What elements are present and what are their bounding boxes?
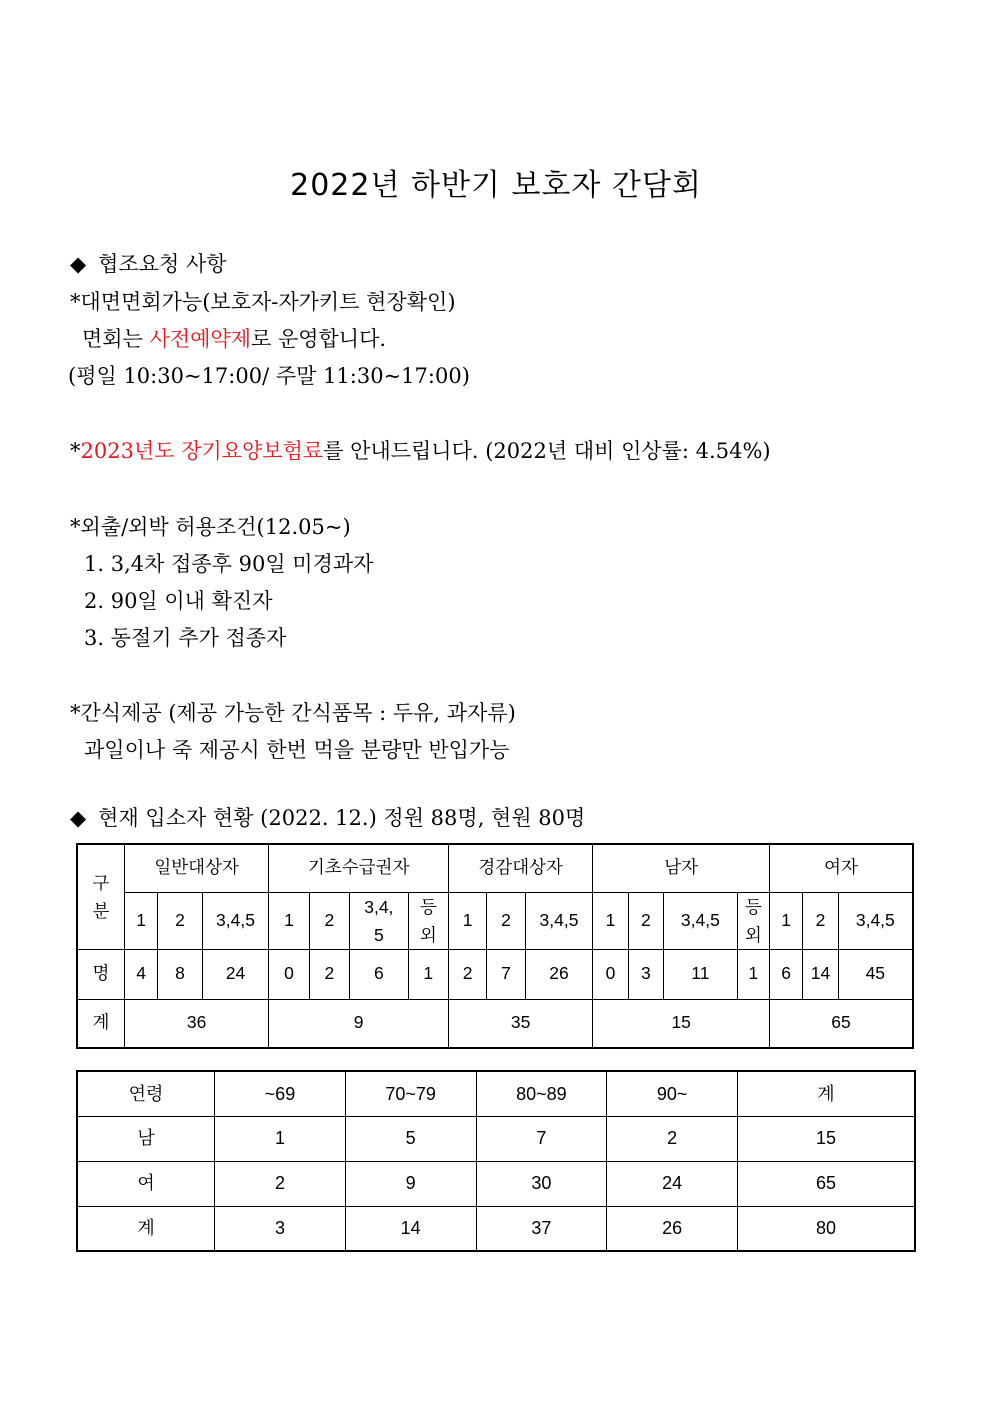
sub-header: 1: [770, 892, 803, 949]
outing-title: *외출/외박 허용조건(12.05~): [70, 515, 351, 539]
sub-header: 1: [269, 892, 309, 949]
sub-header: 3,4,5: [525, 892, 593, 949]
age-distribution-table: [76, 1070, 916, 1252]
premium-star: *: [70, 439, 81, 463]
row-label: 계: [77, 1206, 215, 1251]
page-title: 2022년 하반기 보호자 간담회: [290, 168, 702, 203]
sub-header: 등 외: [737, 892, 769, 949]
sub-header: 2: [628, 892, 663, 949]
snack-title: *간식제공 (제공 가능한 간식품목 : 두유, 과자류): [70, 701, 516, 725]
reservation-pre: 면회는: [82, 327, 150, 351]
corner-cell: 구 분: [77, 844, 124, 949]
count-cell: 1: [737, 949, 769, 999]
count-cell: 7: [487, 949, 525, 999]
group-header: 일반대상자: [124, 844, 268, 892]
reservation-line: [82, 323, 386, 353]
row-label: 여: [77, 1161, 215, 1206]
count-cell: 45: [838, 949, 913, 999]
group-header: 남자: [593, 844, 770, 892]
resident-category-table: [76, 843, 914, 1049]
data-cell: 15: [737, 1116, 915, 1161]
count-cell: 3: [628, 949, 663, 999]
header-cell: 90~: [607, 1071, 738, 1116]
header-cell: 연령: [77, 1071, 215, 1116]
total-cell: 65: [770, 999, 914, 1048]
data-cell: 9: [345, 1161, 476, 1206]
group-header: 기초수급권자: [269, 844, 449, 892]
count-cell: 4: [124, 949, 157, 999]
diamond-icon: ◆: [70, 252, 87, 276]
row-label: 남: [77, 1116, 215, 1161]
count-cell: 6: [770, 949, 803, 999]
data-cell: 1: [215, 1116, 346, 1161]
data-cell: 14: [345, 1206, 476, 1251]
table-row: [77, 892, 913, 949]
sub-header: 1: [124, 892, 157, 949]
section-heading-text: 협조요청 사항: [98, 252, 227, 276]
section-heading-cooperation: [70, 248, 227, 278]
total-cell: 36: [124, 999, 268, 1048]
total-cell: 15: [593, 999, 770, 1048]
outing-item: 1. 3,4차 접종후 90일 미경과자: [84, 552, 374, 576]
sub-header: 1: [448, 892, 486, 949]
outing-item: 3. 동절기 추가 접종자: [84, 626, 287, 650]
premium-line: [70, 435, 771, 465]
data-cell: 37: [476, 1206, 607, 1251]
sub-header: 2: [309, 892, 349, 949]
table-row: [77, 844, 913, 892]
premium-highlight: 2023년도 장기요양보험료: [80, 439, 324, 463]
count-cell: 14: [803, 949, 838, 999]
data-cell: 24: [607, 1161, 738, 1206]
count-cell: 1: [408, 949, 448, 999]
header-cell: 계: [737, 1071, 915, 1116]
count-cell: 2: [448, 949, 486, 999]
group-header: 여자: [770, 844, 914, 892]
sub-header: 등 외: [408, 892, 448, 949]
header-cell: ~69: [215, 1071, 346, 1116]
count-cell: 24: [202, 949, 269, 999]
diamond-icon: ◆: [70, 806, 87, 830]
data-cell: 7: [476, 1116, 607, 1161]
row-label: 계: [77, 999, 124, 1048]
table-row: [77, 1071, 915, 1116]
data-cell: 2: [215, 1161, 346, 1206]
count-cell: 11: [664, 949, 738, 999]
header-cell: 70~79: [345, 1071, 476, 1116]
section-heading-status: [70, 802, 585, 832]
table-row: [77, 949, 913, 999]
outing-item: 2. 90일 이내 확진자: [84, 589, 273, 613]
total-cell: 35: [448, 999, 592, 1048]
table-row: [77, 999, 913, 1048]
data-cell: 30: [476, 1161, 607, 1206]
table-row: [77, 1116, 915, 1161]
reservation-post: 로 운영합니다.: [250, 327, 387, 351]
section-heading-text: 현재 입소자 현황 (2022. 12.) 정원 88명, 현원 80명: [98, 806, 586, 830]
data-cell: 26: [607, 1206, 738, 1251]
total-cell: 9: [269, 999, 449, 1048]
sub-header: 3,4,5: [838, 892, 913, 949]
hours-line: (평일 10:30~17:00/ 주말 11:30~17:00): [68, 364, 470, 388]
premium-post: 를 안내드립니다. (2022년 대비 인상률: 4.54%): [323, 439, 771, 463]
count-cell: 26: [525, 949, 593, 999]
row-label: 명: [77, 949, 124, 999]
visit-line: *대면면회가능(보호자-자가키트 현장확인): [70, 290, 456, 314]
sub-header: 3,4, 5: [350, 892, 409, 949]
count-cell: 8: [158, 949, 202, 999]
data-cell: 80: [737, 1206, 915, 1251]
sub-header: 2: [158, 892, 202, 949]
count-cell: 0: [593, 949, 628, 999]
reservation-highlight: 사전예약제: [149, 327, 251, 351]
sub-header: 3,4,5: [202, 892, 269, 949]
count-cell: 0: [269, 949, 309, 999]
count-cell: 6: [350, 949, 409, 999]
data-cell: 5: [345, 1116, 476, 1161]
header-cell: 80~89: [476, 1071, 607, 1116]
snack-note: 과일이나 죽 제공시 한번 먹을 분량만 반입가능: [84, 738, 510, 762]
count-cell: 2: [309, 949, 349, 999]
table-row: [77, 1206, 915, 1251]
sub-header: 2: [803, 892, 838, 949]
sub-header: 1: [593, 892, 628, 949]
sub-header: 3,4,5: [664, 892, 738, 949]
group-header: 경감대상자: [448, 844, 592, 892]
data-cell: 2: [607, 1116, 738, 1161]
data-cell: 3: [215, 1206, 346, 1251]
data-cell: 65: [737, 1161, 915, 1206]
sub-header: 2: [487, 892, 525, 949]
table-row: [77, 1161, 915, 1206]
